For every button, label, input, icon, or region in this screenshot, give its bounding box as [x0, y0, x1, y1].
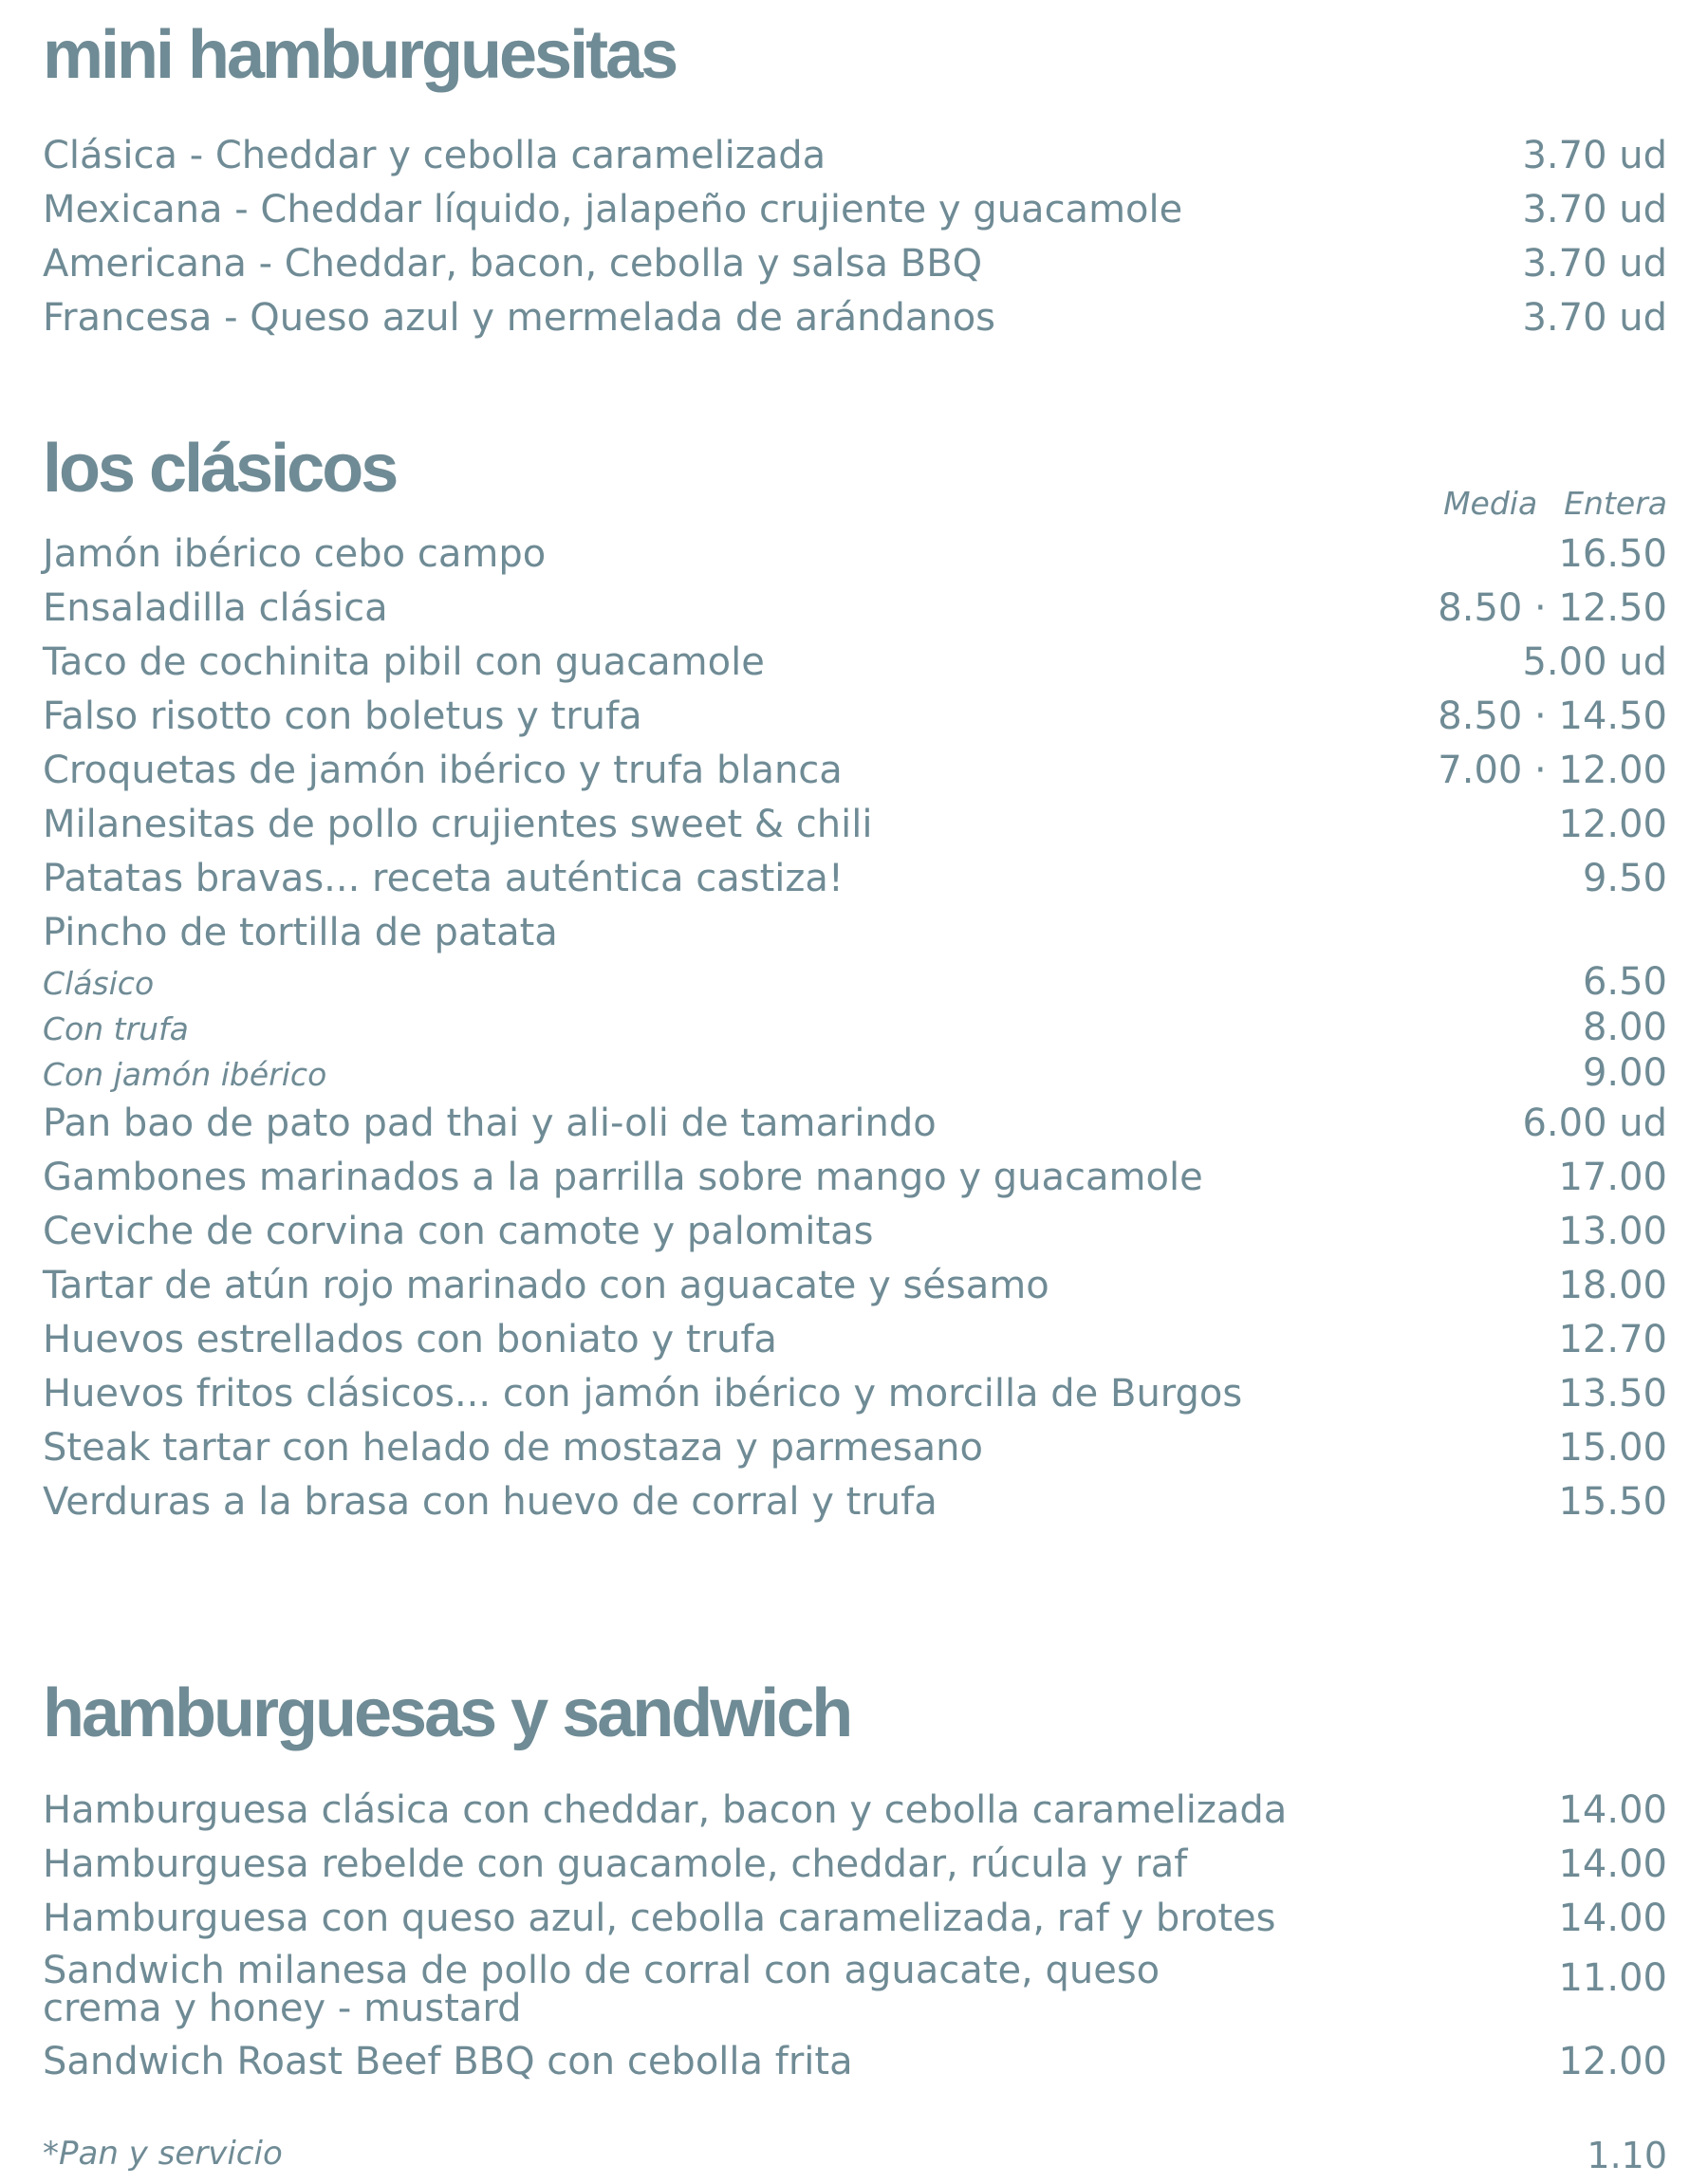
- item-price: 17.00: [1558, 1156, 1667, 1199]
- service-charge-price: 1.10: [1587, 2135, 1667, 2176]
- section-mini-hamburguesitas-list: [43, 129, 1667, 345]
- price-column-headers: [43, 465, 1667, 527]
- menu-item: [43, 1838, 1667, 1892]
- section-los-clasicos-list: [43, 484, 1667, 1529]
- item-price: 14.00: [1558, 1842, 1667, 1886]
- item-name: Hamburguesa clásica con cheddar, bacon y cebolla caramelizada: [43, 1788, 1288, 1832]
- item-name: Clásica - Cheddar y cebolla caramelizada: [43, 134, 826, 177]
- item-price: 8.50 · 14.50: [1438, 694, 1667, 738]
- subitem-name: Clásico: [43, 965, 155, 1002]
- item-name: Milanesitas de pollo crujientes sweet & chili: [43, 803, 873, 846]
- item-name: Patatas bravas... receta auténtica castiza!: [43, 857, 844, 900]
- menu-item: [43, 291, 1667, 345]
- menu-item: [43, 744, 1667, 798]
- menu-item: [43, 2035, 1667, 2089]
- item-price: 9.50: [1582, 857, 1667, 900]
- item-name: Huevos fritos clásicos... con jamón ibérico y morcilla de Burgos: [43, 1372, 1243, 1416]
- section-hamburguesas-list: [43, 1784, 1667, 2089]
- item-name: Mexicana - Cheddar líquido, jalapeño crujiente y guacamole: [43, 188, 1183, 231]
- subitem-name: Con jamón ibérico: [43, 1056, 327, 1093]
- item-name: Ceviche de corvina con camote y palomitas: [43, 1210, 874, 1253]
- item-name: Sandwich milanesa de pollo de corral con aguacate, queso crema y honey - mustard: [43, 1949, 1160, 2030]
- menu-item: [43, 1421, 1667, 1475]
- item-name: Steak tartar con helado de mostaza y parmesano: [43, 1426, 983, 1470]
- item-name: Americana - Cheddar, bacon, cebolla y salsa BBQ: [43, 242, 983, 286]
- item-price: 9.00: [1582, 1051, 1667, 1095]
- item-name: Taco de cochinita pibil con guacamole: [43, 640, 765, 684]
- item-name: Ensaladilla clásica: [43, 586, 388, 630]
- menu-item: [43, 1151, 1667, 1205]
- menu-item: [43, 1946, 1667, 2035]
- menu-item: [43, 1892, 1667, 1946]
- item-price: 3.70 ud: [1522, 296, 1667, 340]
- menu-item: [43, 1313, 1667, 1367]
- item-price: 15.50: [1558, 1480, 1667, 1524]
- item-name: Tartar de atún rojo marinado con aguacate y sésamo: [43, 1264, 1049, 1307]
- item-name: Jamón ibérico cebo campo: [43, 532, 547, 576]
- menu-item: [43, 636, 1667, 690]
- item-price: 3.70 ud: [1522, 242, 1667, 286]
- menu-item: [43, 237, 1667, 291]
- menu-item: [43, 1784, 1667, 1838]
- item-name: Falso risotto con boletus y trufa: [43, 694, 642, 738]
- item-price: 6.00 ud: [1522, 1101, 1667, 1145]
- menu-item: [43, 852, 1667, 906]
- item-price: 6.50: [1582, 960, 1667, 1004]
- item-price: 13.50: [1558, 1372, 1667, 1416]
- item-price: 11.00: [1558, 1956, 1667, 2000]
- menu-item: [43, 582, 1667, 636]
- subitem-name: Con trufa: [43, 1010, 189, 1047]
- service-charge-label: *Pan y servicio: [43, 2135, 283, 2173]
- item-price: 3.70 ud: [1522, 134, 1667, 177]
- menu-item: [43, 798, 1667, 852]
- item-price: 8.50 · 12.50: [1438, 586, 1667, 630]
- service-charge-note: [43, 2135, 1667, 2176]
- item-price: 5.00 ud: [1522, 640, 1667, 684]
- menu-item: [43, 1367, 1667, 1421]
- column-header-media: Media: [1443, 485, 1538, 522]
- item-price: 14.00: [1558, 1788, 1667, 1832]
- item-price: 12.70: [1558, 1318, 1667, 1361]
- column-header-entera: Entera: [1564, 485, 1667, 522]
- item-price: 18.00: [1558, 1264, 1667, 1307]
- item-price: 8.00: [1582, 1006, 1667, 1049]
- item-price: 12.00: [1558, 803, 1667, 846]
- menu-item: [43, 129, 1667, 183]
- item-name: Francesa - Queso azul y mermelada de arándanos: [43, 296, 996, 340]
- section-title-los-clasicos: los clásicos: [43, 431, 397, 507]
- menu-item: [43, 1259, 1667, 1313]
- menu-subitem: [43, 1006, 1667, 1051]
- item-name: Croquetas de jamón ibérico y trufa blanca: [43, 749, 843, 792]
- item-name: Pan bao de pato pad thai y ali-oli de tamarindo: [43, 1101, 937, 1145]
- menu-item: [43, 1475, 1667, 1529]
- menu-item: [43, 183, 1667, 237]
- section-title-mini-hamburguesitas: mini hamburguesitas: [43, 17, 677, 93]
- item-name: Pincho de tortilla de patata: [43, 911, 558, 954]
- item-name: Gambones marinados a la parrilla sobre mango y guacamole: [43, 1156, 1203, 1199]
- item-name: Hamburguesa con queso azul, cebolla caramelizada, raf y brotes: [43, 1897, 1276, 1940]
- menu-item: [43, 1097, 1667, 1151]
- item-price: 15.00: [1558, 1426, 1667, 1470]
- item-price: 14.00: [1558, 1897, 1667, 1940]
- item-price: 12.00: [1558, 2040, 1667, 2083]
- item-price: 3.70 ud: [1522, 188, 1667, 231]
- item-price: 13.00: [1558, 1210, 1667, 1253]
- menu-subitem: [43, 1051, 1667, 1097]
- menu-item: [43, 690, 1667, 744]
- item-price: 7.00 · 12.00: [1438, 749, 1667, 792]
- menu-subitem: [43, 960, 1667, 1006]
- item-name: Hamburguesa rebelde con guacamole, cheddar, rúcula y raf: [43, 1842, 1188, 1886]
- item-name: Verduras a la brasa con huevo de corral y trufa: [43, 1480, 938, 1524]
- menu-item: [43, 527, 1667, 582]
- section-title-hamburguesas-y-sandwich: hamburguesas y sandwich: [43, 1675, 851, 1751]
- menu-item: [43, 906, 1667, 960]
- item-name: Huevos estrellados con boniato y trufa: [43, 1318, 777, 1361]
- item-price: 16.50: [1558, 532, 1667, 576]
- menu-item: [43, 1205, 1667, 1259]
- item-name: Sandwich Roast Beef BBQ con cebolla frita: [43, 2040, 853, 2083]
